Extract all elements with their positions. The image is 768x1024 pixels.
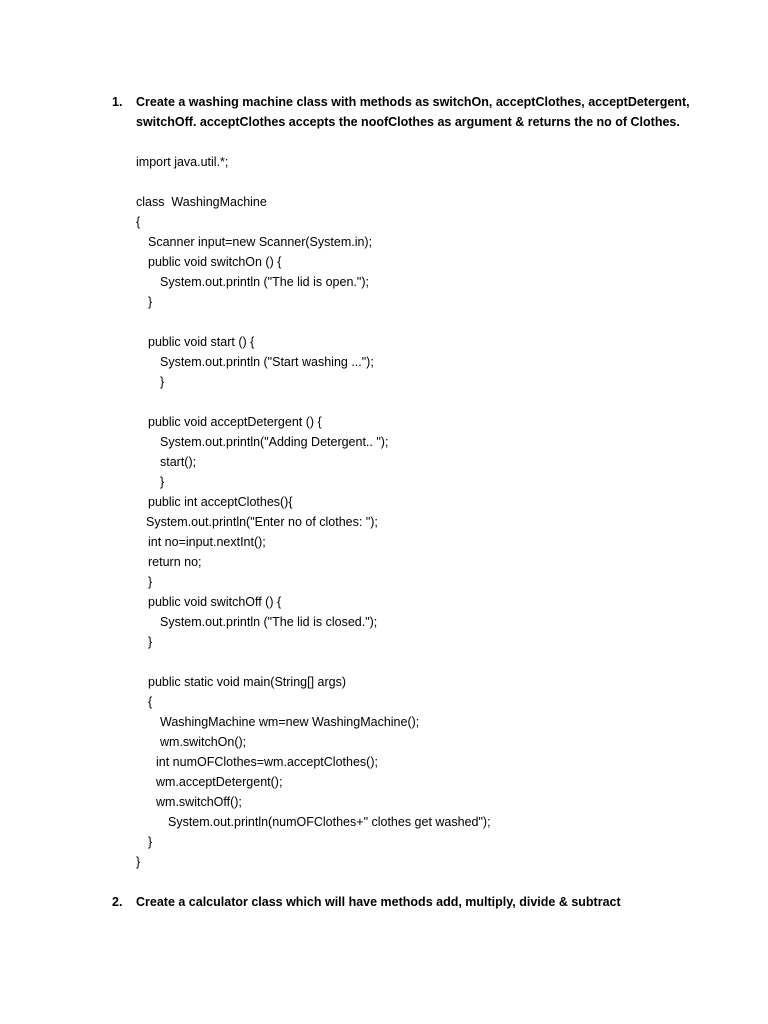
question-1-line-2: switchOff. acceptClothes accepts the noofClothes as argument & returns the no of Clothes. bbox=[136, 115, 680, 129]
code-start-close: } bbox=[160, 375, 165, 389]
code-switchon-sig: public void switchOn () { bbox=[148, 255, 282, 269]
code-class-open: { bbox=[136, 215, 141, 229]
code-clothes-close: } bbox=[148, 575, 153, 589]
code-class-close: } bbox=[136, 855, 141, 869]
question-1-number: 1. bbox=[112, 95, 123, 109]
code-main-new: WashingMachine wm=new WashingMachine(); bbox=[160, 715, 420, 729]
code-clothes-sig: public int acceptClothes(){ bbox=[148, 495, 293, 509]
question-1-line-1: Create a washing machine class with methods as switchOn, acceptClothes, acceptDetergent, bbox=[136, 95, 690, 109]
code-main-switchon: wm.switchOn(); bbox=[160, 735, 247, 749]
code-main-detergent: wm.acceptDetergent(); bbox=[156, 775, 283, 789]
code-clothes-print: System.out.println("Enter no of clothes: "); bbox=[146, 515, 378, 529]
code-main-print: System.out.println(numOFClothes+" clothes get washed"); bbox=[168, 815, 491, 829]
code-detergent-body: System.out.println("Adding Detergent.. "); bbox=[160, 435, 389, 449]
code-main-close: } bbox=[148, 835, 153, 849]
code-import: import java.util.*; bbox=[136, 155, 229, 169]
code-scanner: Scanner input=new Scanner(System.in); bbox=[148, 235, 373, 249]
code-switchoff-body: System.out.println ("The lid is closed."); bbox=[160, 615, 378, 629]
code-main-open: { bbox=[148, 695, 153, 709]
code-main-sig: public static void main(String[] args) bbox=[148, 675, 346, 689]
code-main-num: int numOFClothes=wm.acceptClothes(); bbox=[156, 755, 378, 769]
code-main-switchoff: wm.switchOff(); bbox=[156, 795, 242, 809]
code-class-decl: class WashingMachine bbox=[136, 195, 267, 209]
code-detergent-sig: public void acceptDetergent () { bbox=[148, 415, 322, 429]
question-2-number: 2. bbox=[112, 895, 123, 909]
code-switchon-close: } bbox=[148, 295, 153, 309]
code-detergent-call: start(); bbox=[160, 455, 197, 469]
code-clothes-return: return no; bbox=[148, 555, 202, 569]
code-detergent-close: } bbox=[160, 475, 165, 489]
code-clothes-read: int no=input.nextInt(); bbox=[148, 535, 266, 549]
question-2-line-1: Create a calculator class which will have methods add, multiply, divide & subtract bbox=[136, 895, 621, 909]
code-switchon-body: System.out.println ("The lid is open."); bbox=[160, 275, 369, 289]
code-start-sig: public void start () { bbox=[148, 335, 255, 349]
code-switchoff-sig: public void switchOff () { bbox=[148, 595, 282, 609]
code-switchoff-close: } bbox=[148, 635, 153, 649]
code-start-body: System.out.println ("Start washing ..."); bbox=[160, 355, 374, 369]
